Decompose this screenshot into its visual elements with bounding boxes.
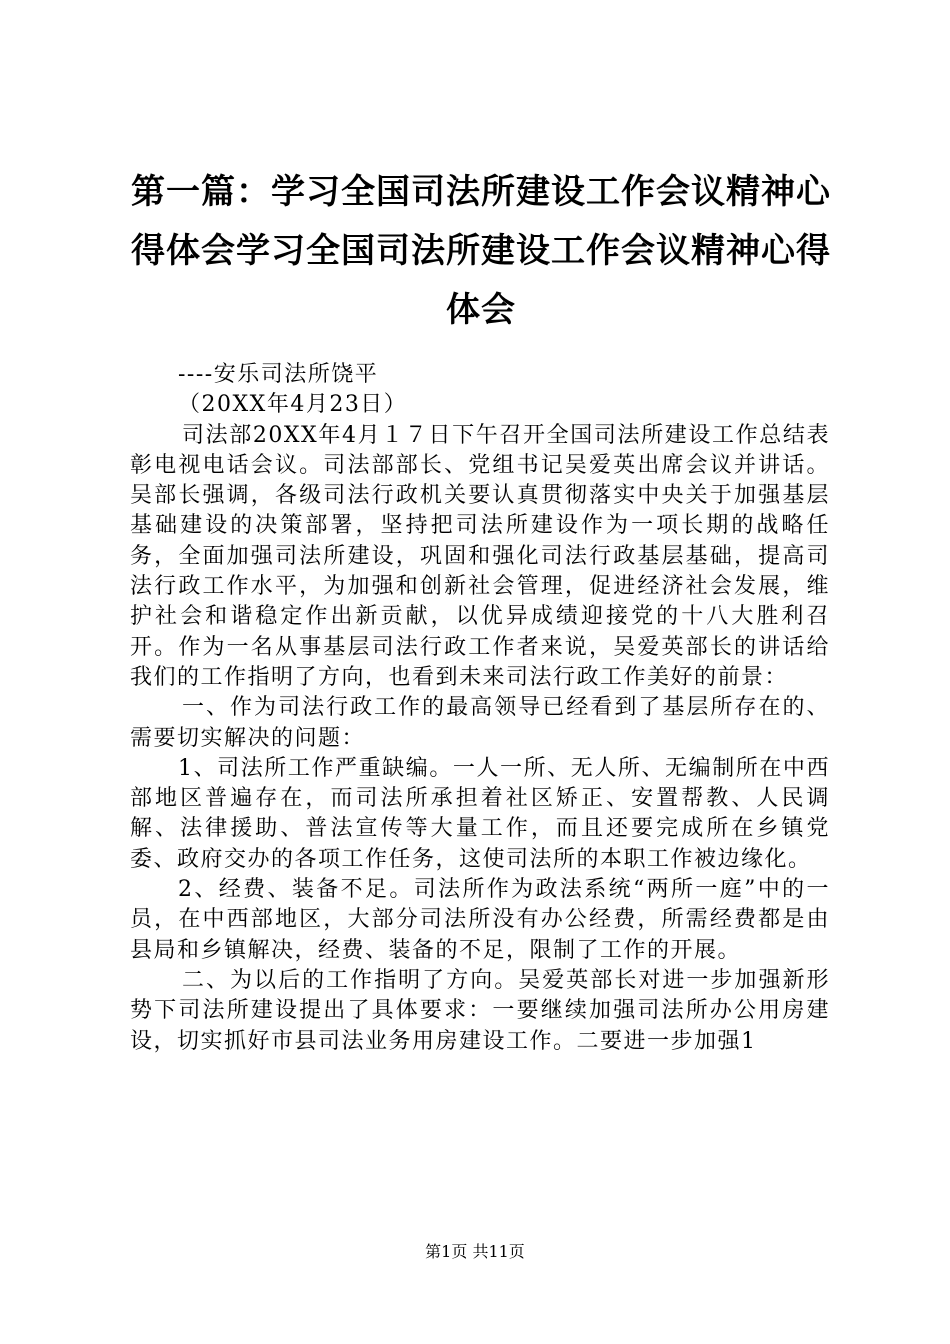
paragraph-section-1: 一、作为司法行政工作的最高领导已经看到了基层所存在的、需要切实解决的问题： [130,695,830,751]
paragraph-item-2: 2、经费、装备不足。司法所作为政法系统“两所一庭”中的一员，在中西部地区，大部分司法所没有办公经费，所需经费都是由县局和乡镇解决，经费、装备的不足，限制了工作的开展。 [130,877,830,963]
document-title [128,163,834,340]
paragraph-item-1: 1、司法所工作严重缺编。一人一所、无人所、无编制所在中西部地区普遍存在，而司法所承担着社区矫正、安置帮教、人民调解、法律援助、普法宣传等大量工作，而且还要完成所在乡镇党委、政府交办的各项工作任务，这使司法所的本职工作被边缘化。 [130,755,830,872]
title-line-2: 得体会学习全国司法所建设工作会议精神心得 [131,231,831,271]
author-line: ----安乐司法所饶平 [178,362,379,387]
date-line: （20XX年4月23日） [178,392,408,418]
paragraph-section-2: 二、为以后的工作指明了方向。吴爱英部长对进一步加强新形势下司法所建设提出了具体要求：一要继续加强司法所办公用房建设，切实抓好市县司法业务用房建设工作。二要进一步加强1 [130,967,830,1054]
document-body [130,360,830,1057]
paragraph-intro: 司法部20XX年4月１７日下午召开全国司法所建设工作总结表彰电视电话会议。司法部部长、党组书记吴爱英出席会议并讲话。吴部长强调，各级司法行政机关要认真贯彻落实中央关于加强基层基础建设的决策部署，坚持把司法所建设作为一项长期的战略任务，全面加强司法所建设，巩固和强化司法行政基层基础，提高司法行政工作水平，为加强和创新社会管理，促进经济社会发展，维护社会和谐稳定作出新贡献，以优异成绩迎接党的十八大胜利召开。作为一名从事基层司法行政工作者来说，吴爱英部长的讲话给我们的工作指明了方向，也看到未来司法行政工作美好的前景： [130,422,830,690]
page-footer: 第1页 共11页 [425,1242,525,1261]
title-line-1: 第一篇：学习全国司法所建设工作会议精神心 [131,172,831,212]
title-line-3: 体会 [446,290,516,330]
